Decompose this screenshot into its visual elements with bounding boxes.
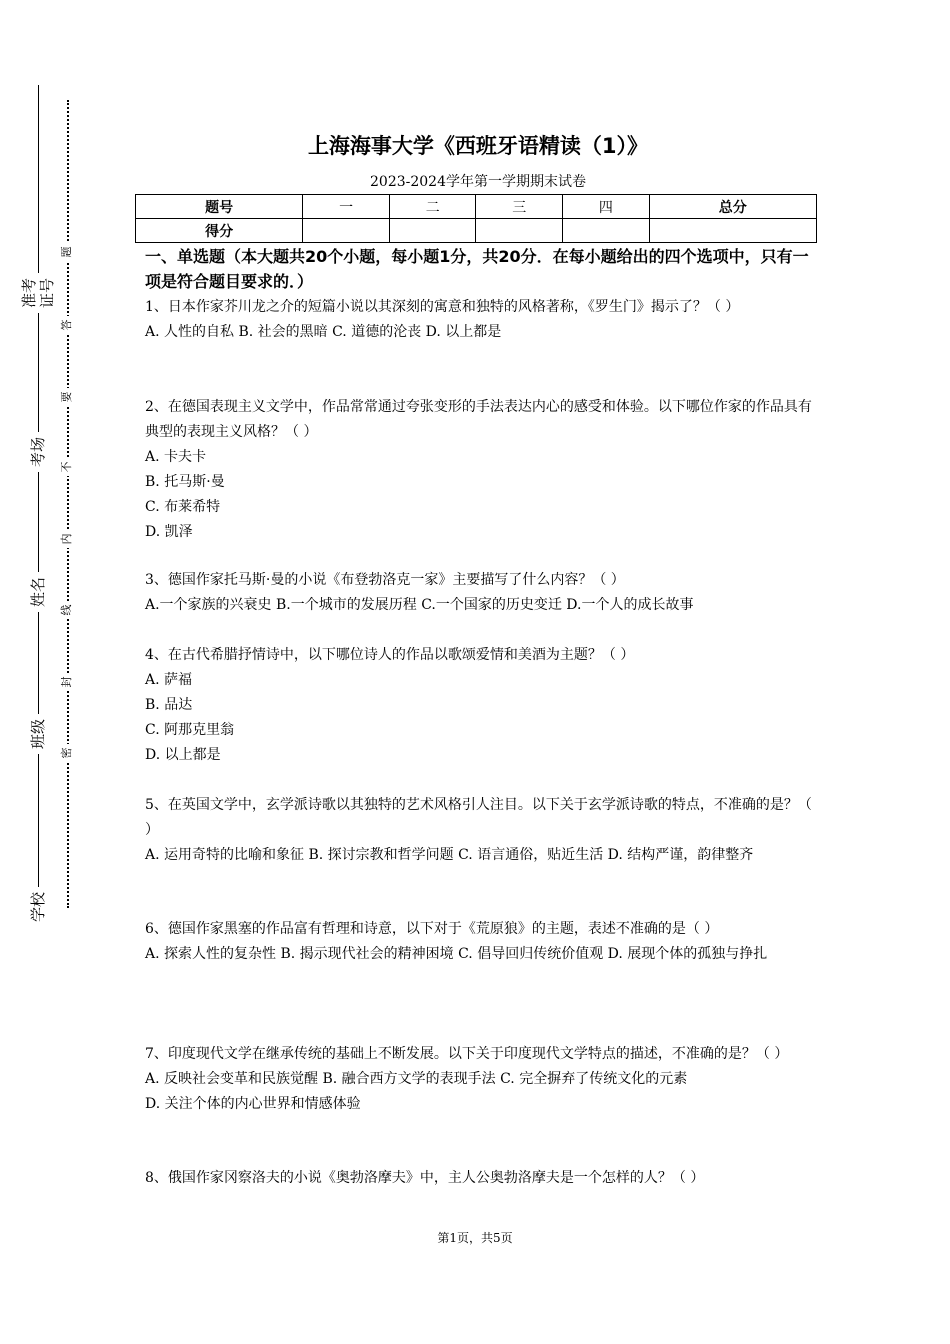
seal-char: 封 <box>60 673 74 691</box>
question-option: D. 关注个体的内心世界和情感体验 <box>145 1096 361 1112</box>
question-4 <box>145 643 817 768</box>
question-7 <box>145 1042 817 1117</box>
question-option: C. 阿那克里翁 <box>145 722 235 738</box>
question-stem: 3、德国作家托马斯·曼的小说《布登勃洛克一家》主要描写了什么内容？（ ） <box>145 572 625 588</box>
score-table-cell: 三 <box>476 195 563 219</box>
field-label-exam-room: 考场 <box>29 432 47 472</box>
question-option: B. 品达 <box>145 697 193 713</box>
question-option: A. 探索人性的复杂性 B. 揭示现代社会的精神困境 C. 倡导回归传统价值观 D. 展现个体的孤独与挣扎 <box>145 946 768 962</box>
question-option: A.一个家族的兴衰史 B.一个城市的发展历程 C.一个国家的历史变迁 D.一个人的成长故事 <box>145 597 694 613</box>
question-1 <box>145 295 817 345</box>
question-stem: 4、在古代希腊抒情诗中，以下哪位诗人的作品以歌颂爱情和美酒为主题？（ ） <box>145 647 635 663</box>
question-stem: 1、日本作家芥川龙之介的短篇小说以其深刻的寓意和独特的风格著称，《罗生门》揭示了？（ ） <box>145 299 740 315</box>
question-option: C. 布莱希特 <box>145 499 221 515</box>
binding-solid-line <box>38 85 39 920</box>
question-stem: 6、德国作家黑塞的作品富有哲理和诗意，以下对于《荒原狼》的主题，表述不准确的是（ ） <box>145 921 719 937</box>
score-input-cell[interactable] <box>303 219 390 243</box>
question-stem: 7、印度现代文学在继承传统的基础上不断发展。以下关于印度现代文学特点的描述，不准确的是？（ ） <box>145 1046 789 1062</box>
question-option: A. 卡夫卡 <box>145 449 207 465</box>
page-footer: 第1页，共5页 <box>437 1231 513 1245</box>
score-table-score-row <box>136 219 817 243</box>
seal-char: 题 <box>60 243 74 261</box>
seal-char: 要 <box>60 388 74 406</box>
score-table-header-row <box>136 195 817 219</box>
section-heading: 一、单选题（本大题共20个小题，每小题1分，共20分．在每小题给出的四个选项中，只有一项是符合题目要求的．） <box>145 247 809 291</box>
field-label-name: 姓名 <box>29 572 47 612</box>
seal-char: 密 <box>60 744 74 762</box>
seal-char: 内 <box>60 530 74 548</box>
question-3 <box>145 568 817 618</box>
score-table-cell: 四 <box>563 195 650 219</box>
question-option: D. 凯泽 <box>145 524 193 540</box>
score-input-cell[interactable] <box>563 219 650 243</box>
score-table-cell: 一 <box>303 195 390 219</box>
score-table-cell: 总分 <box>649 195 816 219</box>
seal-char: 答 <box>60 316 74 334</box>
question-option: A. 人性的自私 B. 社会的黑暗 C. 道德的沦丧 D. 以上都是 <box>145 324 502 340</box>
score-input-cell[interactable] <box>649 219 816 243</box>
question-option: A. 反映社会变革和民族觉醒 B. 融合西方文学的表现手法 C. 完全摒弃了传统文化的元素 <box>145 1071 688 1087</box>
score-input-cell[interactable] <box>389 219 476 243</box>
question-stem: 5、在英国文学中，玄学派诗歌以其独特的艺术风格引人注目。以下关于玄学派诗歌的特点，不准确的是？（ ） <box>145 797 812 838</box>
question-5 <box>145 793 817 868</box>
score-table <box>135 194 817 243</box>
question-option: D. 以上都是 <box>145 747 221 763</box>
question-2 <box>145 395 817 545</box>
score-table-cell: 题号 <box>136 195 303 219</box>
question-option: A. 萨福 <box>145 672 193 688</box>
exam-title: 上海海事大学《西班牙语精读（1）》 <box>307 134 649 158</box>
binding-dotted-line <box>67 100 69 908</box>
question-6 <box>145 917 817 967</box>
question-option: A. 运用奇特的比喻和象征 B. 探讨宗教和哲学问题 C. 语言通俗，贴近生活 D. 结构严谨，韵律整齐 <box>145 847 754 863</box>
field-label-school: 学校 <box>29 887 47 927</box>
score-table-cell: 二 <box>389 195 476 219</box>
binding-margin <box>0 0 120 1344</box>
question-stem: 2、在德国表现主义文学中，作品常常通过夸张变形的手法表达内心的感受和体验。以下哪位作家的作品具有典型的表现主义风格？（ ） <box>145 399 812 440</box>
score-table-cell: 得分 <box>136 219 303 243</box>
seal-char: 不 <box>60 458 74 476</box>
question-stem: 8、俄国作家冈察洛夫的小说《奥勃洛摩夫》中，主人公奥勃洛摩夫是一个怎样的人？（ ） <box>145 1170 705 1186</box>
field-label-class: 班级 <box>29 714 47 754</box>
question-8 <box>145 1166 817 1191</box>
score-input-cell[interactable] <box>476 219 563 243</box>
question-option: B. 托马斯·曼 <box>145 474 225 490</box>
exam-subtitle: 2023-2024学年第一学期期末试卷 <box>370 174 586 190</box>
seal-char: 线 <box>60 601 74 619</box>
field-label-exam-id: 准考证号 <box>20 273 56 313</box>
